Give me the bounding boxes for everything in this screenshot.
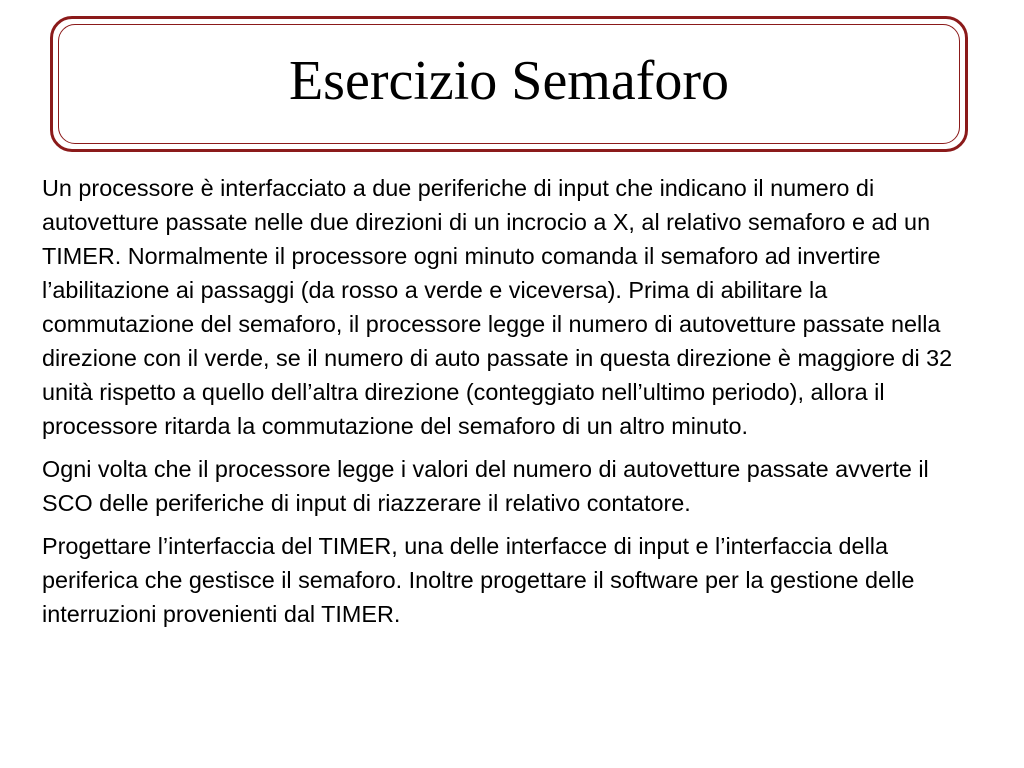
slide-body [42,171,982,640]
body-paragraph-2: Ogni volta che il processore legge i valori del numero di autovetture passate avverte il SCO delle periferiche di input di riazzerare il relativo contatore. [42,456,929,516]
body-paragraph-3: Progettare l’interfaccia del TIMER, una delle interfacce di input e l’interfaccia della periferica che gestisce il semaforo. Inoltre progettare il software per la gestione delle interruzioni provenienti dal TIMER. [42,533,915,627]
title-inner-border [58,24,960,144]
title-frame [50,16,968,152]
slide-title: Esercizio Semaforo [288,50,730,112]
body-paragraph-1: Un processore è interfacciato a due periferiche di input che indicano il numero di autovetture passate nelle due direzioni di un incrocio a X, al relativo semaforo e ad un TIMER. Normalmente il processore ogni minuto comanda il semaforo ad invertire l’abilitazione ai passaggi (da rosso a verde e viceversa). Prima di abilitare la commutazione del semaforo, il processore legge il numero di autovetture passate nella direzione con il verde, se il numero di auto passate in questa direzione è maggiore di 32 unità rispetto a quello dell’altra direzione (conteggiato nell’ultimo periodo), allora il processore ritarda la commutazione del semaforo di un altro minuto. [42,175,953,439]
